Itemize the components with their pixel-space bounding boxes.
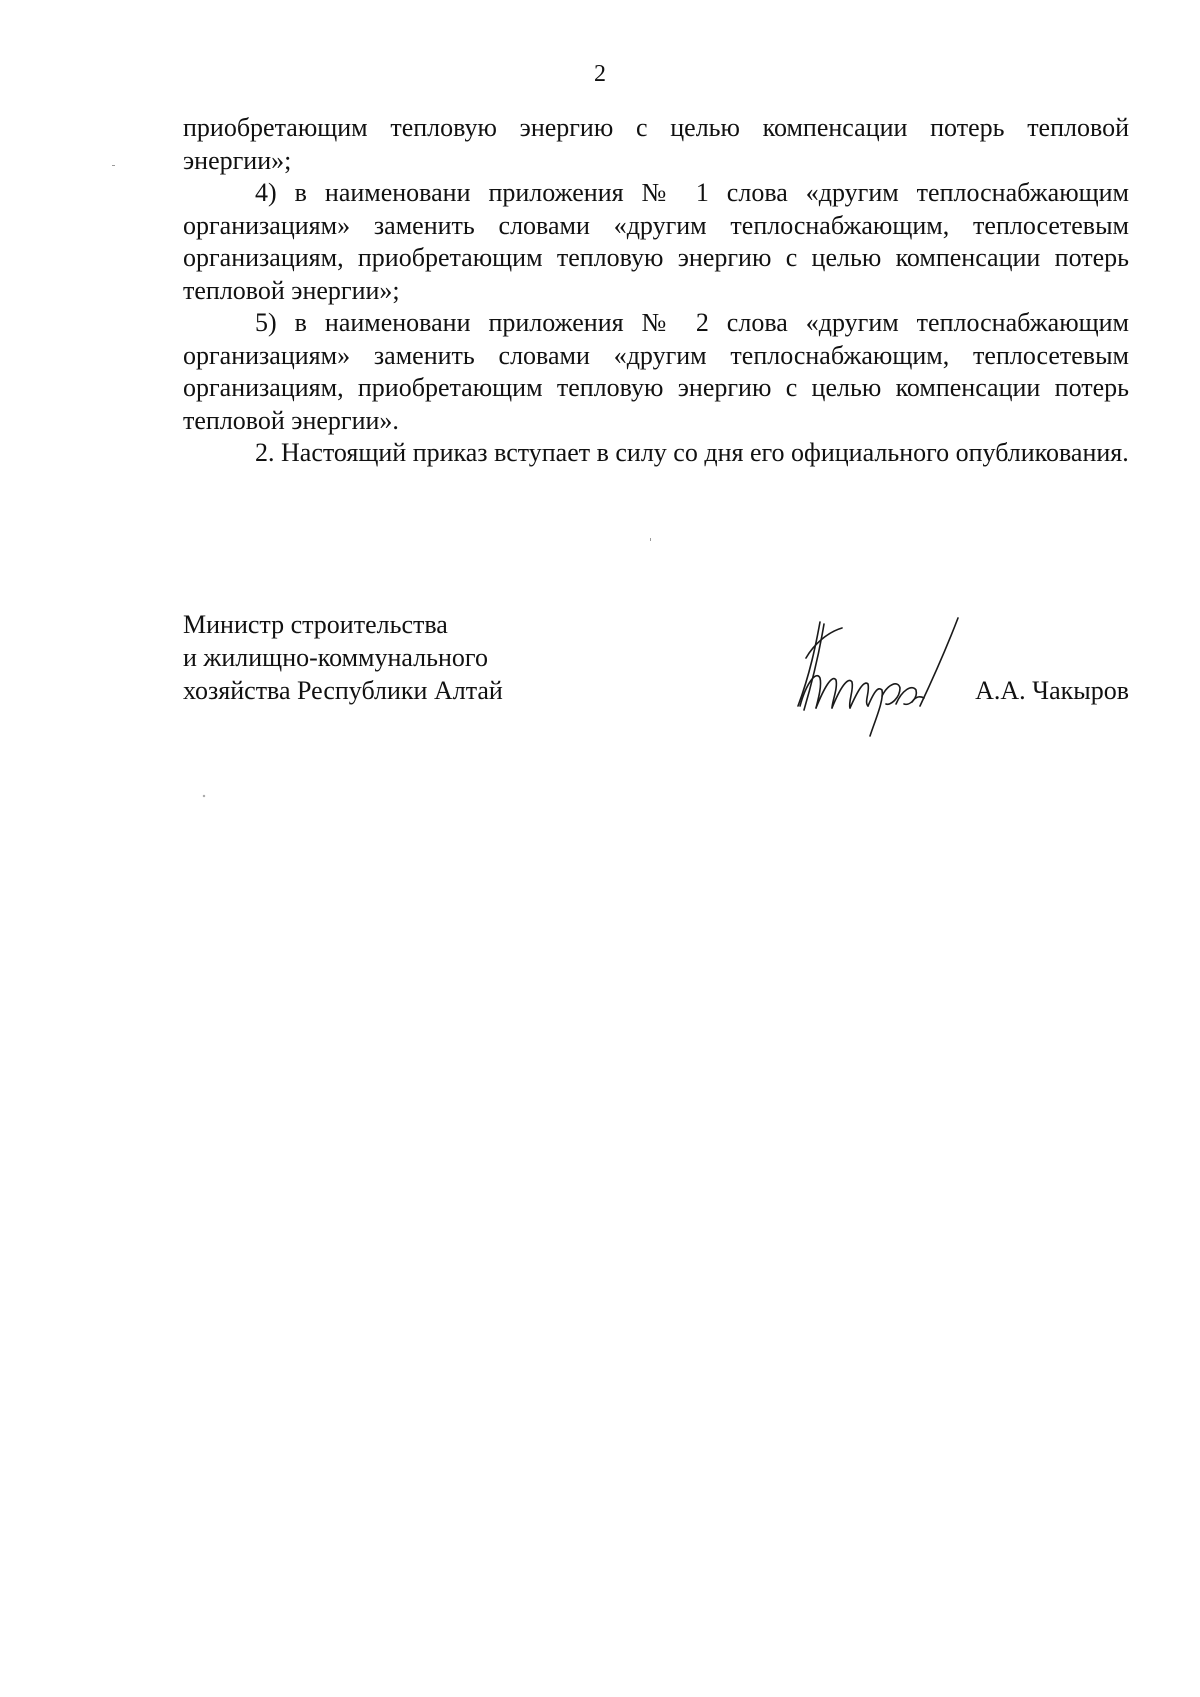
scan-speck	[112, 165, 115, 166]
signatory-position	[183, 608, 503, 707]
paragraph-item-4: 4) в наименовани приложения № 1 слова «другим теплоснабжающим организациям» заменить словами «другим теплоснабжающим, теплосетевым организациям, приобретающим тепловую энергию с целью компенсации потерь тепловой энергии»;	[183, 178, 1129, 305]
signature-block	[183, 608, 1129, 758]
scan-speck	[203, 795, 206, 798]
handwritten-signature	[790, 614, 965, 744]
signatory-name: А.А. Чакыров	[975, 676, 1129, 705]
signatory-position-line: и жилищно-коммунального	[183, 643, 488, 672]
signatory-position-line: хозяйства Республики Алтай	[183, 676, 503, 705]
paragraph-continuation: приобретающим тепловую энергию с целью компенсации потерь тепловой энергии»;	[183, 113, 1129, 175]
page-number: 2	[594, 61, 606, 87]
signatory-position-line: Министр строительства	[183, 610, 448, 639]
paragraph-effective-date: 2. Настоящий приказ вступает в силу со дня его официального опубликования.	[255, 438, 1129, 467]
scan-speck	[650, 538, 651, 541]
paragraph-item-5: 5) в наименовани приложения № 2 слова «другим теплоснабжающим организациям» заменить словами «другим теплоснабжающим, теплосетевым организациям, приобретающим тепловую энергию с целью компенсации потерь тепловой энергии».	[183, 308, 1129, 435]
document-body	[183, 112, 1129, 470]
